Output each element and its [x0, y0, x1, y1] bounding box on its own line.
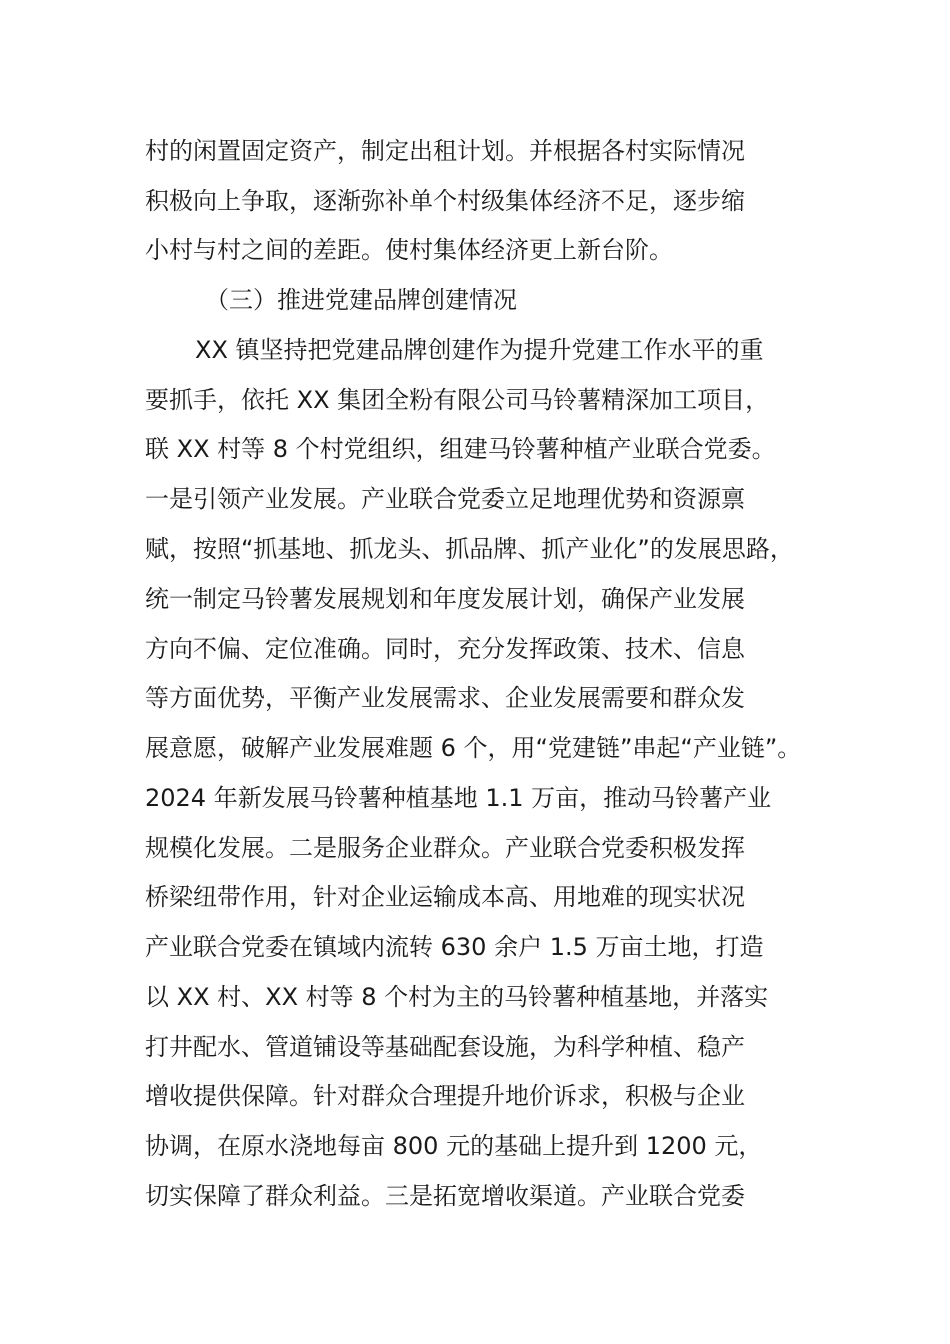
paragraph-line: 方向不偏、定位准确。同时，充分发挥政策、技术、信息 — [145, 635, 745, 663]
paragraph-line: 村的闲置固定资产，制定出租计划。并根据各村实际情况 — [145, 137, 745, 165]
paragraph-line: 打井配水、管道铺设等基础配套设施，为科学种植、稳产 — [145, 1033, 745, 1061]
paragraph-line: 产业联合党委在镇域内流转 630 余户 1.5 万亩土地，打造 — [145, 933, 764, 961]
paragraph-line: 联 XX 村等 8 个村党组织，组建马铃薯种植产业联合党委。 — [145, 435, 776, 463]
paragraph-line: 一是引领产业发展。产业联合党委立足地理优势和资源禀 — [145, 485, 745, 513]
paragraph-line: 桥梁纽带作用，针对企业运输成本高、用地难的现实状况 — [145, 883, 745, 911]
paragraph-line: XX 镇坚持把党建品牌创建作为提升党建工作水平的重 — [195, 336, 764, 364]
paragraph-line: 统一制定马铃薯发展规划和年度发展计划，确保产业发展 — [145, 585, 745, 613]
paragraph-line: 等方面优势，平衡产业发展需求、企业发展需要和群众发 — [145, 684, 745, 712]
section-heading: （三）推进党建品牌创建情况 — [205, 286, 517, 314]
paragraph-line: 积极向上争取，逐渐弥补单个村级集体经济不足，逐步缩 — [145, 187, 745, 215]
paragraph-line: 赋，按照“抓基地、抓龙头、抓品牌、抓产业化”的发展思路， — [145, 535, 794, 563]
paragraph-line: 2024 年新发展马铃薯种植基地 1.1 万亩，推动马铃薯产业 — [145, 784, 772, 812]
paragraph-line: 要抓手，依托 XX 集团全粉有限公司马铃薯精深加工项目， — [145, 386, 770, 414]
paragraph-line: 增收提供保障。针对群众合理提升地价诉求，积极与企业 — [145, 1082, 745, 1110]
paragraph-line: 展意愿，破解产业发展难题 6 个，用“党建链”串起“产业链”。 — [145, 734, 802, 762]
paragraph-line: 切实保障了群众利益。三是拓宽增收渠道。产业联合党委 — [145, 1182, 745, 1210]
paragraph-line: 协调，在原水浇地每亩 800 元的基础上提升到 1200 元， — [145, 1132, 763, 1160]
paragraph-line: 以 XX 村、XX 村等 8 个村为主的马铃薯种植基地，并落实 — [145, 983, 769, 1011]
paragraph-line: 小村与村之间的差距。使村集体经济更上新台阶。 — [145, 236, 673, 264]
paragraph-line: 规模化发展。二是服务企业群众。产业联合党委积极发挥 — [145, 834, 745, 862]
